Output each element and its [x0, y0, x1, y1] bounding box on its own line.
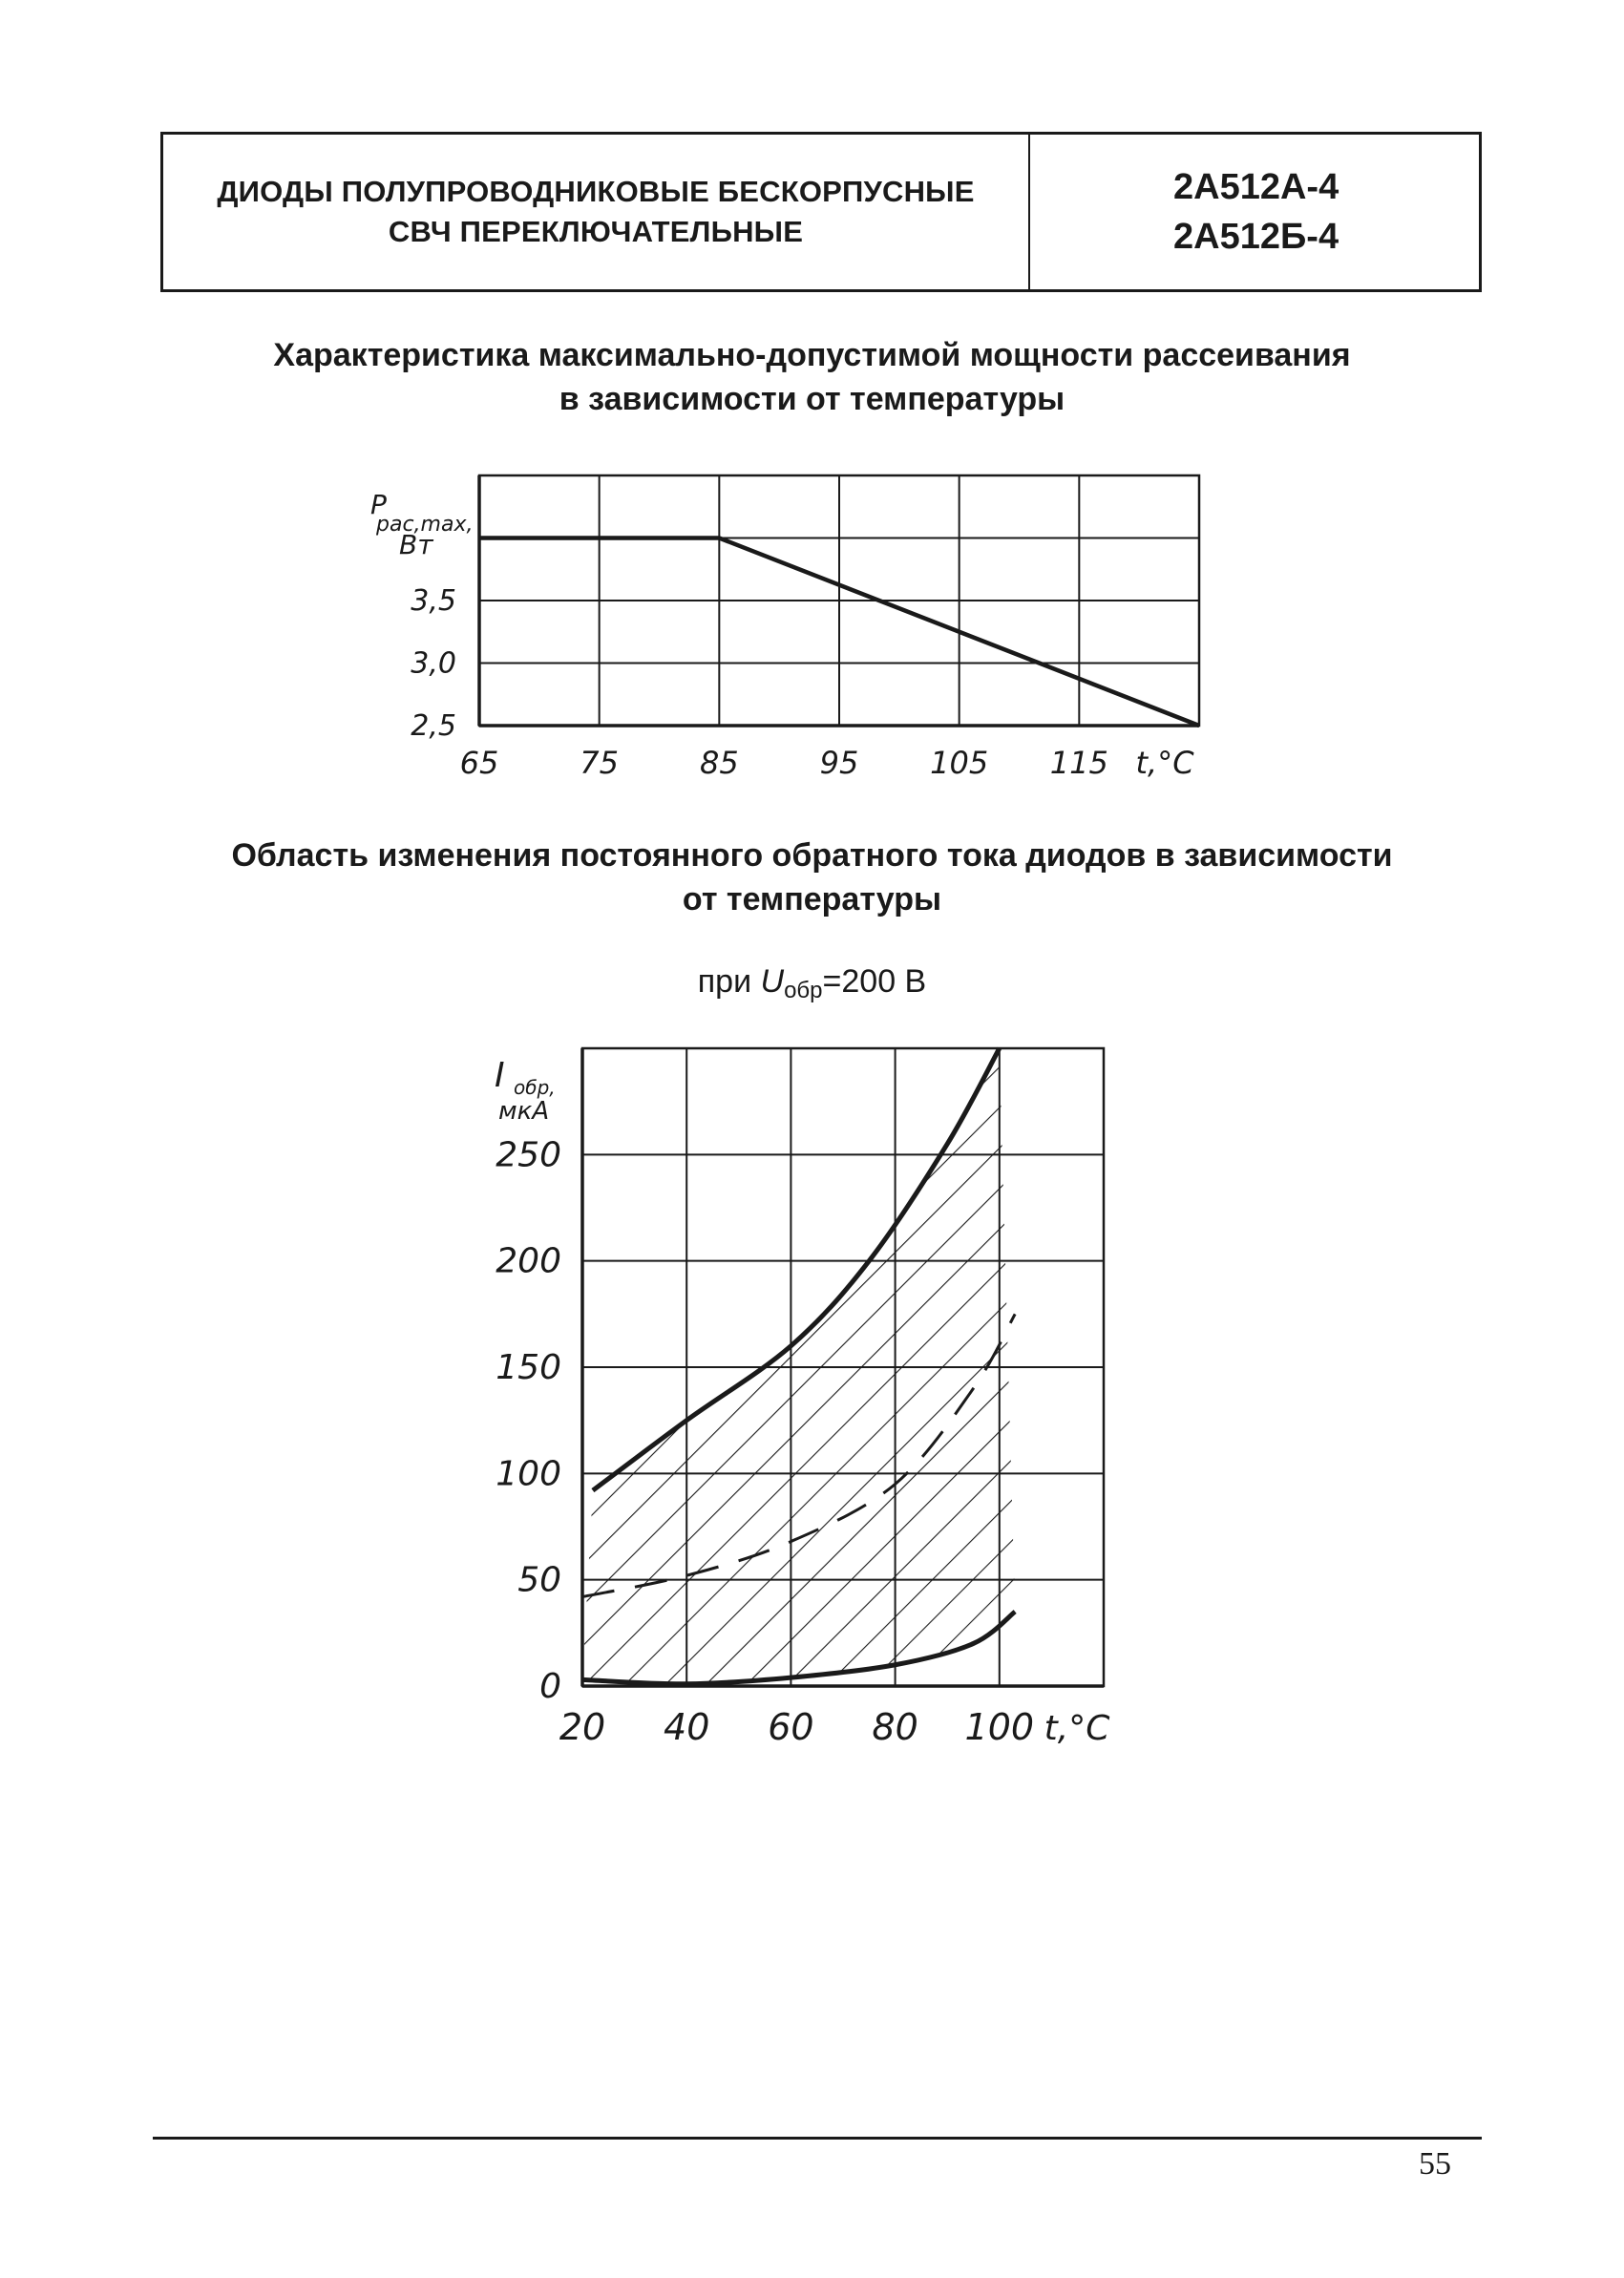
section1-title-line1: Характеристика максимально-допустимой мощности рассеивания	[273, 337, 1351, 373]
x-tick-label: 95	[819, 745, 859, 781]
section2-title-line1: Область изменения постоянного обратного тока диодов в зависимости	[231, 837, 1393, 874]
x-tick-label: 20	[559, 1706, 606, 1748]
y-axis-label: P	[370, 489, 387, 520]
y-tick-label: 3,0	[411, 646, 456, 681]
y-axis-label: обр,	[514, 1076, 556, 1099]
section2-title-line2: от температуры	[682, 881, 942, 918]
x-tick-label: 60	[768, 1706, 814, 1748]
page-number: 55	[1419, 2146, 1451, 2182]
model-name: 2А512А-4	[1173, 167, 1339, 207]
footer-rule	[153, 2137, 1482, 2140]
model-name: 2А512Б-4	[1173, 217, 1339, 257]
x-tick-label: 65	[459, 745, 499, 781]
x-tick-label: 115	[1049, 745, 1108, 781]
x-tick-label: 105	[930, 745, 989, 781]
y-axis-label: рас,max,	[376, 513, 474, 537]
x-tick-label: 75	[580, 745, 620, 781]
y-axis-label: I	[495, 1056, 505, 1095]
x-tick-label: 100	[964, 1706, 1035, 1748]
y-tick-label: 3,5	[411, 584, 456, 618]
section1-title-line2: в зависимости от температуры	[559, 381, 1065, 417]
x-tick-label: 40	[664, 1706, 710, 1748]
y-axis-label: Вт	[399, 529, 433, 560]
x-tick-label: 85	[699, 745, 739, 781]
y-tick-label: 100	[496, 1454, 561, 1494]
y-tick-label: 0	[539, 1667, 561, 1706]
condition-subscript: обр	[784, 978, 823, 1003]
y-tick-label: 150	[496, 1348, 561, 1387]
x-axis-label: t,°C	[1135, 745, 1194, 781]
y-tick-label: 2,5	[411, 709, 456, 743]
y-tick-label: 200	[496, 1241, 561, 1281]
x-tick-label: 80	[872, 1706, 918, 1748]
y-tick-label: 50	[517, 1560, 561, 1600]
x-axis-label: t,°C	[1044, 1709, 1110, 1748]
condition-symbol: U	[760, 963, 785, 1000]
y-axis-label: мкА	[498, 1097, 550, 1126]
document-title-line1: ДИОДЫ ПОЛУПРОВОДНИКОВЫЕ БЕСКОРПУСНЫЕ	[217, 175, 975, 208]
document-title-line2: СВЧ ПЕРЕКЛЮЧАТЕЛЬНЫЕ	[388, 215, 804, 248]
condition-prefix: при	[697, 963, 761, 1000]
condition-suffix: =200 В	[822, 963, 927, 1000]
y-tick-label: 250	[496, 1135, 561, 1175]
